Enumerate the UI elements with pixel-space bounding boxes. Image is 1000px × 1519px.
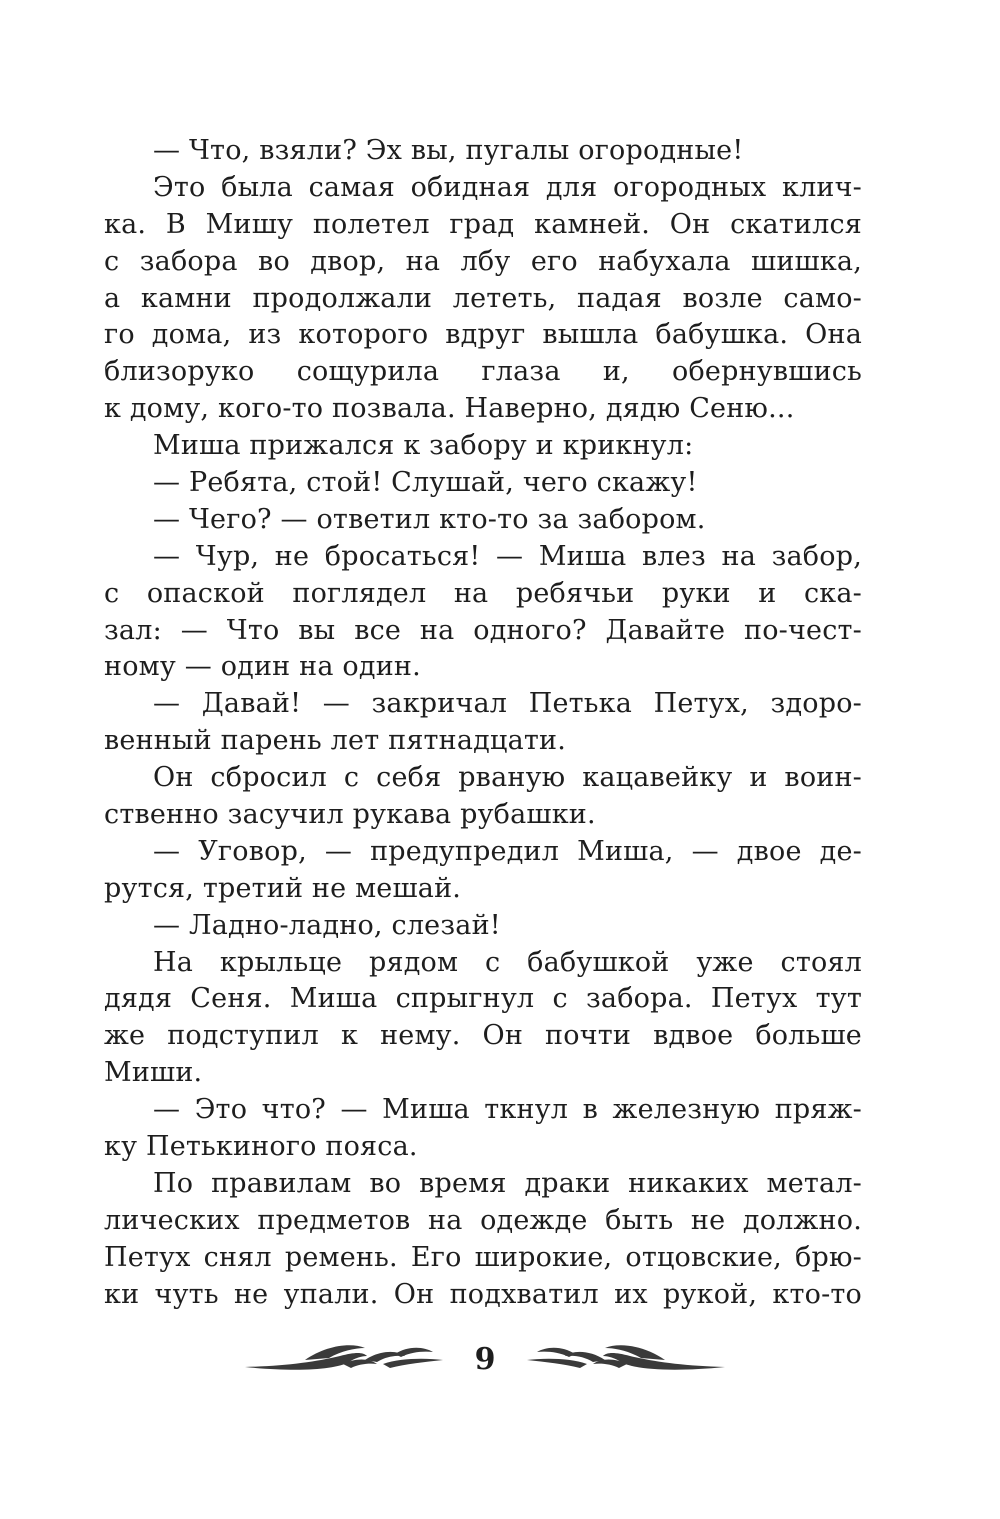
text-line: с забора во двор, на лбу его набухала шишка, — [104, 245, 862, 277]
text-line: ки чуть не упали. Он подхватил их рукой, кто-то — [104, 1278, 862, 1310]
text-line: На крыльце рядом с бабушкой уже стоял — [153, 946, 862, 978]
text-line: — Это что? — Миша ткнул в железную пряж- — [153, 1094, 862, 1126]
text-line: — Чур, не бросаться! — Миша влез на забор, — [153, 540, 862, 572]
text-line: — Ребята, стой! Слушай, чего скажу! — [153, 467, 698, 499]
text-line: зал: — Что вы все на одного? Давайте по-чест- — [104, 614, 862, 646]
text-line: Это была самая обидная для огородных клич- — [153, 171, 862, 203]
text-line: Миша прижался к забору и крикнул: — [153, 430, 694, 462]
text-line: — Чего? — ответил кто-то за забором. — [153, 503, 706, 535]
text-line: с опаской поглядел на ребячьи руки и ска- — [104, 577, 862, 609]
text-line: же подступил к нему. Он почти вдвое больше — [104, 1020, 862, 1052]
text-line: Петух снял ремень. Его широкие, отцовские, брю- — [104, 1241, 862, 1273]
text-line: ственно засучил рукава рубашки. — [104, 799, 596, 831]
text-line: Он сбросил с себя рваную кацавейку и воин- — [153, 762, 862, 794]
text-line: дядя Сеня. Миша спрыгнул с забора. Петух тут — [104, 983, 862, 1015]
page-number: 9 — [474, 1342, 496, 1377]
text-line: — Давай! — закричал Петька Петух, здоро- — [153, 688, 862, 720]
text-line: близоруко сощурила глаза и, обернувшись — [104, 356, 862, 388]
text-line: рутся, третий не мешай. — [104, 872, 462, 904]
text-line: а камни продолжали лететь, падая возле само- — [104, 282, 862, 314]
body-text — [104, 133, 862, 1314]
text-line: к дому, кого-то позвала. Наверно, дядю Сеню... — [104, 393, 795, 425]
folio — [245, 1336, 725, 1386]
text-line: — Ладно-ладно, слезай! — [153, 909, 501, 941]
text-line: По правилам во время драки никаких метал- — [153, 1167, 862, 1199]
text-line: Миши. — [104, 1057, 203, 1089]
text-line: — Уговор, — предупредил Миша, — двое де- — [153, 835, 862, 867]
text-line: го дома, из которого вдруг вышла бабушка. Она — [104, 319, 862, 351]
text-line: ка. В Мишу полетел град камней. Он скатился — [104, 208, 862, 240]
text-line: ному — один на один. — [104, 651, 421, 683]
text-line: ку Петькиного пояса. — [104, 1131, 418, 1163]
right-ornament-icon — [525, 1336, 725, 1386]
text-line: лических предметов на одежде быть не должно. — [104, 1204, 862, 1236]
text-line: венный парень лет пятнадцати. — [104, 725, 566, 757]
text-line: — Что, взяли? Эх вы, пугалы огородные! — [153, 135, 744, 166]
